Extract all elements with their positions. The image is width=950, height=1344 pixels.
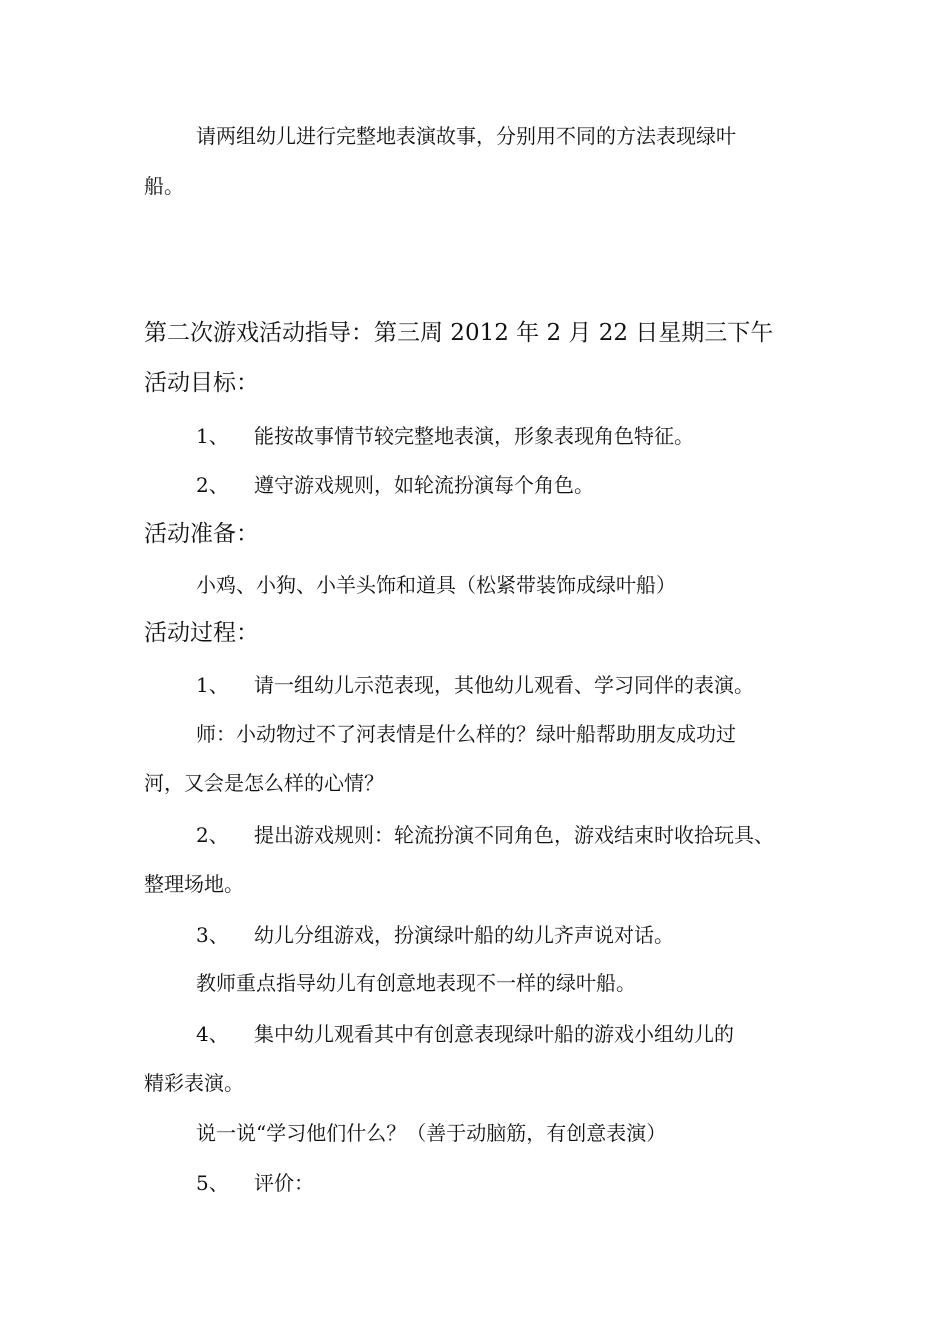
goal-item-1-number: 1、 bbox=[196, 424, 229, 448]
process-step-2-number: 2、 bbox=[196, 823, 229, 847]
process-step-2-text: 提出游戏规则：轮流扮演不同角色，游戏结束时收拾玩具、 bbox=[254, 823, 774, 847]
goal-item-2-number: 2、 bbox=[196, 473, 229, 497]
process-heading: 活动过程： bbox=[144, 620, 259, 646]
prep-heading: 活动准备： bbox=[144, 521, 259, 547]
teacher-guidance: 教师重点指导幼儿有创意地表现不一样的绿叶船。 bbox=[196, 971, 636, 995]
process-step-3 bbox=[196, 922, 674, 948]
process-step-2-continued: 整理场地。 bbox=[144, 872, 244, 896]
process-step-4-number: 4、 bbox=[196, 1022, 229, 1046]
goals-heading: 活动目标： bbox=[144, 370, 259, 396]
intro-line-2: 船。 bbox=[144, 174, 184, 198]
process-step-5-text: 评价： bbox=[254, 1171, 314, 1195]
teacher-line-2: 河，又会是怎么样的心情？ bbox=[144, 771, 384, 795]
goal-item-1 bbox=[196, 423, 694, 449]
process-step-5 bbox=[196, 1170, 314, 1196]
process-step-3-text: 幼儿分组游戏，扮演绿叶船的幼儿齐声说对话。 bbox=[254, 923, 674, 947]
process-step-1-text: 请一组幼儿示范表现，其他幼儿观看、学习同伴的表演。 bbox=[254, 673, 754, 697]
process-step-4-continued: 精彩表演。 bbox=[144, 1071, 244, 1095]
process-step-2 bbox=[196, 822, 774, 848]
process-step-4-text: 集中幼儿观看其中有创意表现绿叶船的游戏小组幼儿的 bbox=[254, 1022, 734, 1046]
goal-item-2-text: 遵守游戏规则，如轮流扮演每个角色。 bbox=[254, 473, 594, 497]
goal-item-2 bbox=[196, 472, 594, 498]
process-step-3-number: 3、 bbox=[196, 923, 229, 947]
process-step-1 bbox=[196, 672, 754, 698]
process-step-1-number: 1、 bbox=[196, 673, 229, 697]
teacher-line-1: 师：小动物过不了河表情是什么样的？绿叶船帮助朋友成功过 bbox=[196, 722, 736, 746]
prep-text: 小鸡、小狗、小羊头饰和道具（松紧带装饰成绿叶船） bbox=[196, 573, 676, 597]
discussion-line: 说一说“学习他们什么？（善于动脑筋，有创意表演） bbox=[196, 1121, 667, 1145]
process-step-4 bbox=[196, 1021, 734, 1047]
intro-line-1: 请两组幼儿进行完整地表演故事，分别用不同的方法表现绿叶 bbox=[196, 124, 736, 148]
process-step-5-number: 5、 bbox=[196, 1171, 229, 1195]
section-title: 第二次游戏活动指导：第三周 2012 年 2 月 22 日星期三下午 bbox=[144, 320, 774, 346]
goal-item-1-text: 能按故事情节较完整地表演，形象表现角色特征。 bbox=[254, 424, 694, 448]
